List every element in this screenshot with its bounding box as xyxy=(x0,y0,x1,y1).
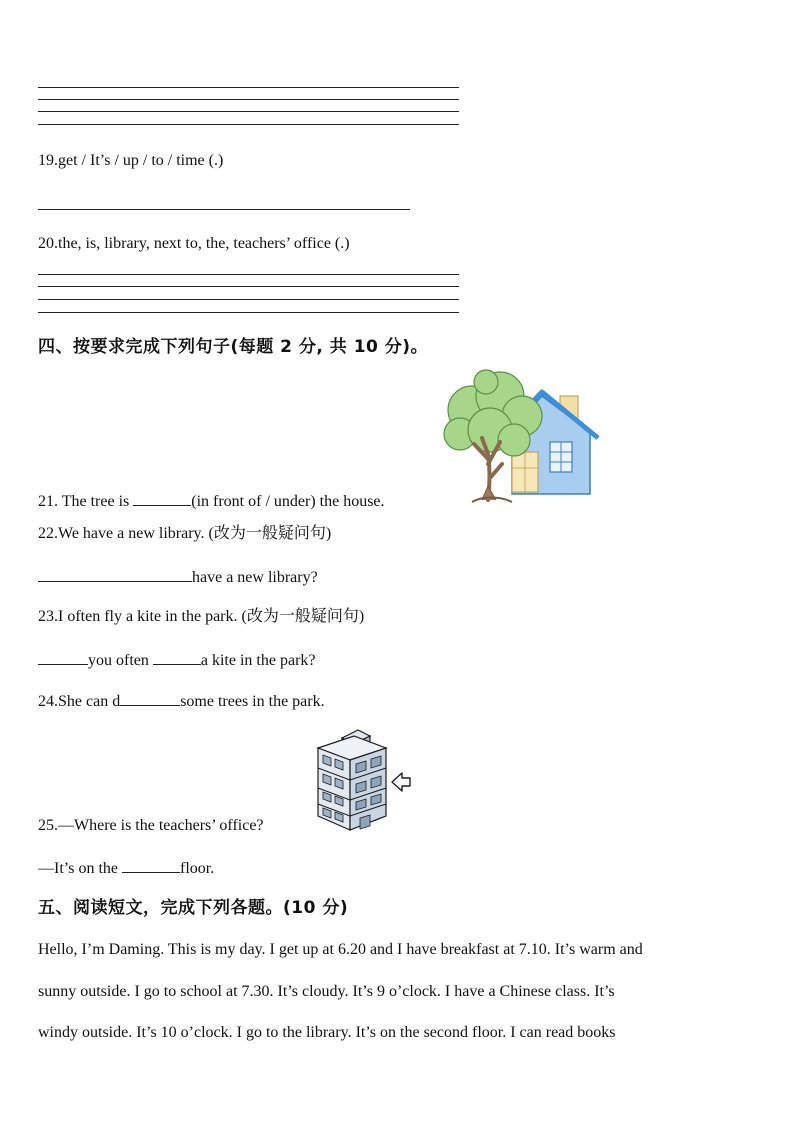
building-icon xyxy=(314,728,418,834)
question-24 xyxy=(38,690,325,712)
answer-25-after: floor. xyxy=(180,860,215,877)
writing-line xyxy=(38,111,459,112)
answer-23 xyxy=(38,649,316,671)
question-21-text-after: (in front of / under) the house. xyxy=(191,493,385,510)
answer-line-19[interactable] xyxy=(38,209,410,210)
answer-blank-21[interactable] xyxy=(133,490,191,506)
passage-line-2: sunny outside. I go to school at 7.30. It’s cloudy. It’s 9 o’clock. I have a Chinese class. It’s xyxy=(38,983,615,1000)
question-21-number: 21. xyxy=(38,493,58,510)
arrow-left-icon xyxy=(392,773,410,791)
writing-line xyxy=(38,274,459,275)
writing-line xyxy=(38,286,459,287)
answer-22-tail: have a new library? xyxy=(192,569,318,586)
question-20: 20.the, is, library, next to, the, teachers’ office (.) xyxy=(38,235,350,252)
question-23: 23.I often fly a kite in the park. (改为一般疑问句) xyxy=(38,608,365,625)
answer-23-tail: a kite in the park? xyxy=(200,652,316,669)
question-22: 22.We have a new library. (改为一般疑问句) xyxy=(38,525,332,542)
answer-blank-25[interactable] xyxy=(122,857,180,873)
tree-house-illustration xyxy=(442,368,602,506)
section-4-heading: 四、按要求完成下列句子(每题 2 分, 共 10 分)。 xyxy=(38,337,429,357)
answer-23-mid: you often xyxy=(88,652,153,669)
question-24-text-before: 24.She can d xyxy=(38,693,121,710)
question-24-text-after: some trees in the park. xyxy=(180,693,325,710)
question-19: 19.get / It’s / up / to / time (.) xyxy=(38,152,224,169)
passage-line-1: Hello, I’m Daming. This is my day. I get up at 6.20 and I have breakfast at 7.10. It’s warm and xyxy=(38,941,643,958)
section-5-heading: 五、阅读短文，完成下列各题。(10 分) xyxy=(38,898,349,918)
writing-line xyxy=(38,299,459,300)
answer-blank-23a[interactable] xyxy=(38,649,88,665)
tree-house-icon xyxy=(442,368,602,506)
answer-22 xyxy=(38,566,318,588)
writing-line xyxy=(38,99,459,100)
answer-blank-23b[interactable] xyxy=(153,649,201,665)
answer-25 xyxy=(38,857,214,879)
question-21 xyxy=(38,490,385,512)
writing-line xyxy=(38,87,459,88)
writing-line xyxy=(38,124,459,125)
building-illustration xyxy=(314,728,418,834)
answer-25-before: —It’s on the xyxy=(38,860,122,877)
passage-line-3: windy outside. It’s 10 o’clock. I go to the library. It’s on the second floor. I can read books xyxy=(38,1024,616,1041)
question-21-text-before: The tree is xyxy=(58,493,134,510)
answer-blank-24[interactable] xyxy=(120,690,180,706)
writing-line xyxy=(38,312,459,313)
question-25: 25.—Where is the teachers’ office? xyxy=(38,817,264,834)
answer-blank-22[interactable] xyxy=(38,566,192,582)
